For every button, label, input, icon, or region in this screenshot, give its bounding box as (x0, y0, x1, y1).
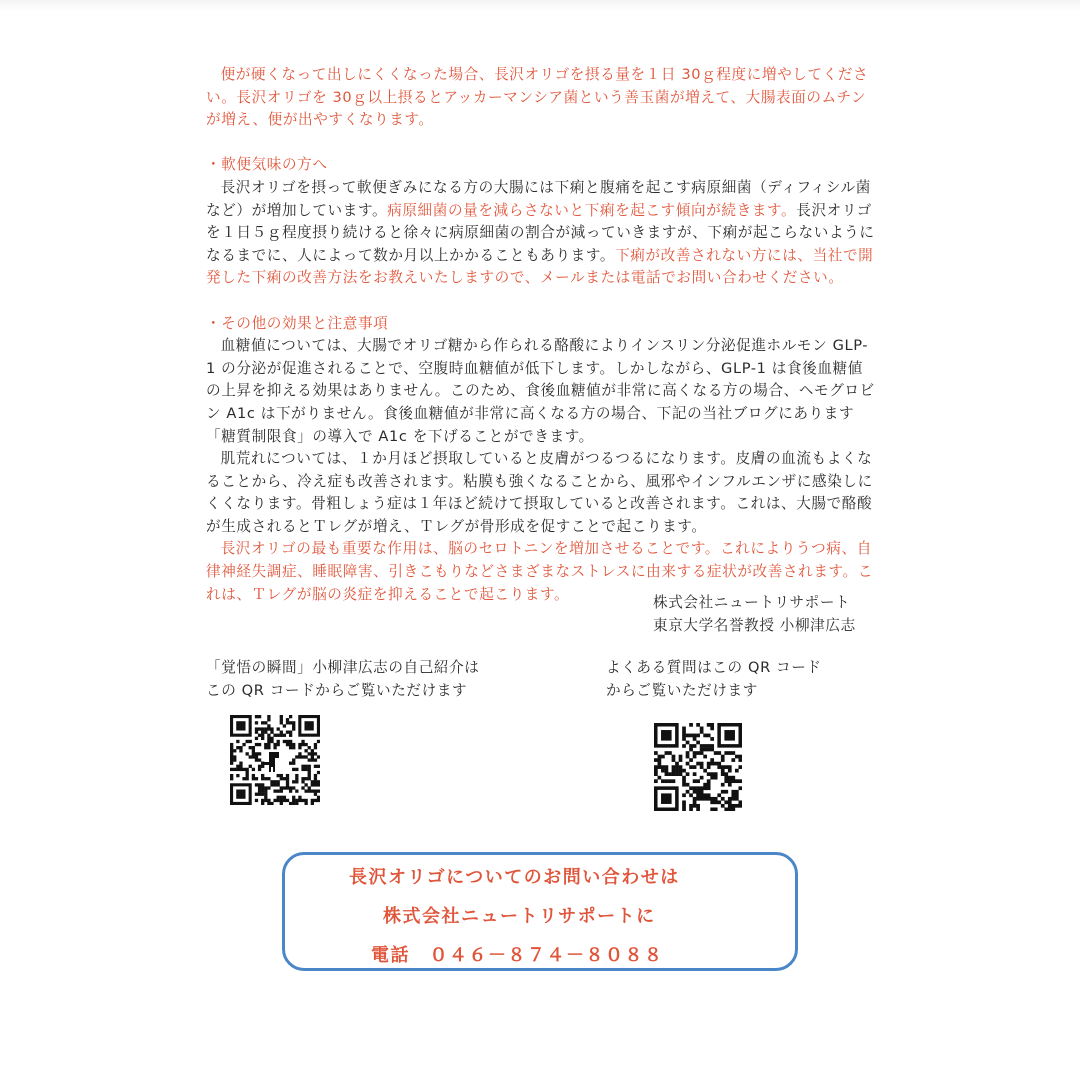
qr-right-caption (606, 657, 822, 702)
soft-stool-text-3: 長沢オリゴを１日５ｇ程度摂り続けると徐々に病原細菌の割合が減っていきますが、下痢が起こらないようになるまでに、人によって数か月以上かかることもあります。 (206, 201, 875, 264)
signature-block (653, 592, 856, 637)
soft-stool-text-4: 下痢が改善されない方には、当社で開発した下痢の改善方法をお教えいたしますので、メールまたは電話でお問い合わせください。 (206, 246, 874, 287)
blood-sugar-paragraph: 血糖値については、大腸でオリゴ糖から作られる酪酸によりインスリン分泌促進ホルモン GLP-1 の分泌が促進されることで、空腹時血糖値が低下します。しかしながら、GLP-1 は食後血糖値の上昇を抑える効果はありません。このため、食後血糖値が非常に高くなる方の場合、ヘモグロビン A1c は下がりません。食後血糖値が非常に高くなる方の場合、下記の当社ブログにあります「糖質制限食」の導入で A1c を下げることができます。 (206, 337, 875, 445)
soft-stool-text-2: 病原細菌の量を減らさないと下痢を起こす傾向が続きます。 (387, 201, 797, 219)
qr-code-icon[interactable] (654, 723, 742, 811)
intro-paragraph: 便が硬くなって出しにくくなった場合、長沢オリゴを摂る量を１日 30ｇ程度に増やしてください。長沢オリゴを 30ｇ以上摂るとアッカーマンシア菌という善玉菌が増えて、大腸表面のムチンが増え、便が出やすくなります。 (206, 66, 869, 129)
scan-edge (0, 0, 1080, 12)
skin-paragraph: 肌荒れについては、１か月ほど摂取していると皮膚がつるつるになります。皮膚の血流もよくなることから、冷え症も改善されます。粘膜も強くなることから、風邪やインフルエンザに感染しにくくなります。骨粗しょう症は１年ほど続けて摂取していると改善されます。これは、大腸で酪酸が生成されるとＴレグが増え、Ｔレグが骨形成を促すことで起こります。 (206, 450, 873, 535)
signature-company: 株式会社ニュートリサポート (653, 594, 851, 611)
qr-left-caption-line2: この QR コードからご覧いただけます (206, 681, 468, 699)
contact-box (282, 852, 798, 971)
qr-left-caption-line1: 「覚悟の瞬間」小柳津広志の自己紹介は (206, 659, 480, 676)
qr-code-icon[interactable] (230, 715, 320, 805)
serotonin-paragraph: 長沢オリゴの最も重要な作用は、脳のセロトニンを増加させることです。これによりうつ病、自律神経失調症、睡眠障害、引きこもりなどさまざまなストレスに由来する症状が改善されます。これは、Ｔレグが脳の炎症を抑えることで起こります。 (206, 540, 873, 603)
qr-right-caption-line2: からご覧いただけます (606, 681, 758, 699)
soft-stool-heading: ・軟便気味の方へ (206, 156, 328, 174)
soft-stool-paragraph (206, 177, 878, 290)
qr-left-caption (206, 657, 480, 702)
contact-line-1: 長沢オリゴについてのお問い合わせは (349, 867, 680, 888)
contact-line-2: 株式会社ニュートリサポートに (383, 906, 656, 927)
article-body (206, 64, 878, 606)
other-effects-heading: ・その他の効果と注意事項 (206, 314, 389, 332)
signature-author: 東京大学名誉教授 小柳津広志 (653, 616, 856, 634)
contact-phone: 電話 ０４６－８７４－８０８８ (371, 945, 664, 966)
soft-stool-text-1: 長沢オリゴを摂って軟便ぎみになる方の大腸には下痢と腹痛を起こす病原細菌（ディフィシル菌など）が増加しています。 (206, 178, 871, 219)
qr-right-caption-line1: よくある質問はこの QR コード (606, 659, 822, 676)
